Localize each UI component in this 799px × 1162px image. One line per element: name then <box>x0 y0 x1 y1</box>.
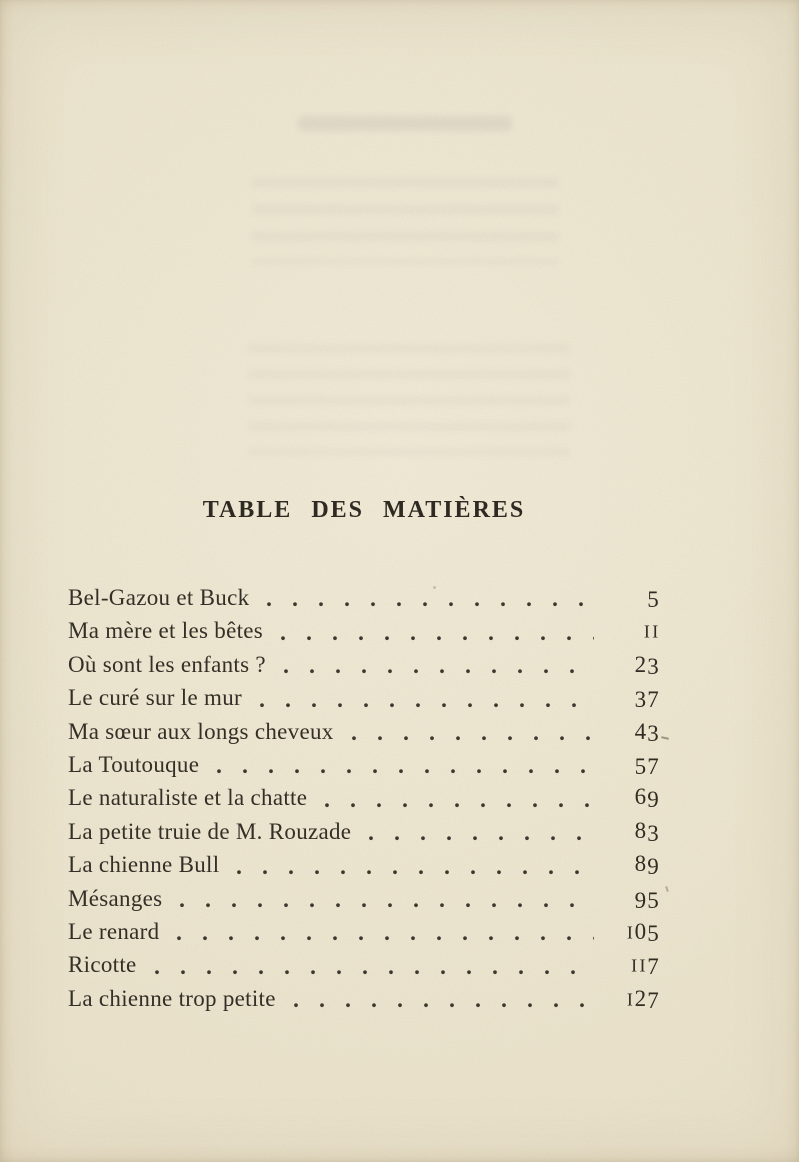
dot-leader <box>277 635 594 642</box>
dot-leader <box>176 902 594 909</box>
chapter-title: Où sont les enfants ? <box>68 651 266 677</box>
dot-leader <box>365 835 594 842</box>
toc-entry <box>68 982 660 1015</box>
chapter-title: Ma sœur aux longs cheveux <box>68 718 334 744</box>
chapter-title: Mésanges <box>68 885 163 911</box>
chapter-title: Le naturaliste et la chatte <box>68 785 308 811</box>
page-number: 95 <box>634 887 660 913</box>
page-number: II7 <box>631 954 660 980</box>
page-number: 83 <box>634 817 660 846</box>
dot-leader <box>290 1002 594 1009</box>
toc-entry <box>68 715 660 748</box>
toc-entry <box>68 748 660 781</box>
chapter-title: Le renard <box>68 918 160 944</box>
dot-leader <box>256 702 594 709</box>
toc-entry <box>68 848 660 881</box>
dot-leader <box>280 668 594 675</box>
ink-speck <box>665 886 669 892</box>
toc-entry <box>68 681 660 714</box>
toc-entry <box>68 781 660 814</box>
dot-leader <box>173 935 594 942</box>
page-number: I27 <box>626 985 660 1013</box>
dot-leader <box>321 802 594 809</box>
show-through-text-block <box>252 178 558 264</box>
toc-entry <box>68 915 660 948</box>
table-of-contents <box>68 581 660 1015</box>
toc-entry <box>68 948 660 981</box>
page-number: 5 <box>647 587 660 612</box>
chapter-title: Bel-Gazou et Buck <box>68 585 250 610</box>
page-title: TABLE DES MATIÈRES <box>202 497 526 523</box>
toc-entry <box>68 648 660 681</box>
dot-leader <box>213 768 594 775</box>
toc-entry <box>68 614 660 647</box>
chapter-title: La chienne trop petite <box>68 985 276 1011</box>
page-number: 69 <box>634 784 660 813</box>
chapter-title: La chienne Bull <box>68 852 220 878</box>
dot-leader <box>233 869 594 876</box>
dot-leader <box>151 969 594 976</box>
page-number: 43 <box>634 718 660 746</box>
dot-leader <box>263 601 594 608</box>
dot-leader <box>348 735 594 742</box>
show-through-heading <box>298 116 512 131</box>
page-number: 37 <box>634 687 660 713</box>
page-number: I05 <box>626 918 660 946</box>
ink-speck <box>661 736 669 740</box>
chapter-title: Ma mère et les bêtes <box>68 618 264 644</box>
show-through-text-block <box>248 344 570 456</box>
page-number: II <box>643 621 660 642</box>
page-number: 23 <box>634 651 660 679</box>
chapter-title: La petite truie de M. Rouzade <box>68 818 352 844</box>
chapter-title: Ricotte <box>68 952 137 978</box>
chapter-title: Le curé sur le mur <box>68 685 242 711</box>
page-number: 89 <box>634 851 660 880</box>
chapter-title: La Toutouque <box>68 751 200 777</box>
page-number: 57 <box>634 753 660 779</box>
toc-entry <box>68 581 660 614</box>
toc-entry <box>68 815 660 848</box>
toc-entry <box>68 882 660 915</box>
